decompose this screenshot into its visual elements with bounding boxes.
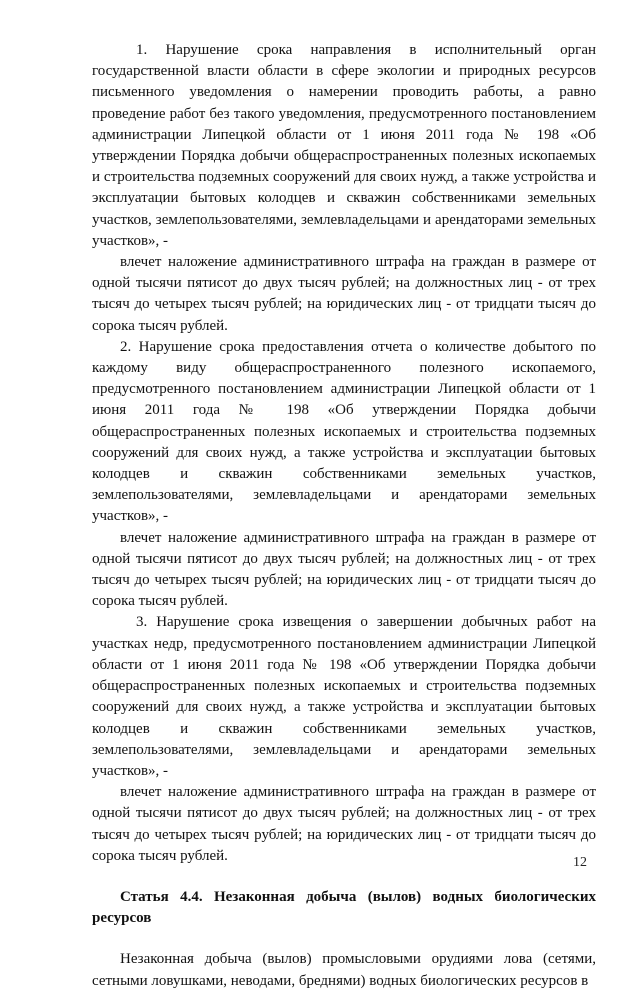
paragraph-item-2: 2. Нарушение срока предоставления отчета о количестве добытого по каждому виду общераспространенного полезного ископаемого, предусмотренного постановлением администрации Липецкой области от 1 июня 2011 года № 198 «Об утверждении Порядка добычи общераспространенных полезных ископаемых и строительства подземных сооружений для своих нужд, а также устройства и эксплуатации бытовых колодцев и скважин собственниками земельных участков, землепользователями, землевладельцами и арендаторами земельных участков», - — [92, 338, 596, 525]
page-number: 12 — [573, 855, 587, 870]
paragraph-item-1: 1. Нарушение срока направления в исполнительный орган государственной власти области в сфере экологии и природных ресурсов письменного уведомления о намерении проводить работы, а равно проведение работ без такого уведомления, предусмотренного постановлением администрации Липецкой области от 1 июня 2011 года № 198 «Об утверждении Порядка добычи общераспространенных полезных ископаемых и строительства подземных сооружений для своих нужд, а также устройства и эксплуатации бытовых колодцев и скважин собственниками земельных участков, землепользователями, землевладельцами и арендаторами земельных участков», - — [92, 42, 596, 249]
paragraph-item-3: 3. Нарушение срока извещения о завершении добычных работ на участках недр, предусмотренного постановлением администрации Липецкой области от 1 июня 2011 года № 198 «Об утверждении Порядка добычи общераспространенных полезных ископаемых и строительства подземных сооружений для своих нужд, а также устройства и эксплуатации бытовых колодцев и скважин собственниками земельных участков, землепользователями, землевладельцами и арендаторами земельных участков», - — [92, 614, 596, 779]
article-heading: Статья 4.4. Незаконная добыча (вылов) водных биологических ресурсов — [92, 888, 596, 927]
document-body — [92, 40, 596, 992]
paragraph-penalty-2: влечет наложение административного штрафа на граждан в размере от одной тысячи пятисот до двух тысяч рублей; на должностных лиц - от трех тысяч до четырех тысяч рублей; на юридических лиц - от тридцати тысяч до сорока тысяч рублей. — [92, 529, 596, 610]
paragraph-penalty-1: влечет наложение административного штрафа на граждан в размере от одной тысячи пятисот до двух тысяч рублей; на должностных лиц - от трех тысяч до четырех тысяч рублей; на юридических лиц - от тридцати тысяч до сорока тысяч рублей. — [92, 254, 596, 334]
paragraph-final: Незаконная добыча (вылов) промысловыми орудиями лова (сетями, сетными ловушками, неводами, бреднями) водных биологических ресурсов в — [92, 951, 596, 989]
paragraph-penalty-3: влечет наложение административного штрафа на граждан в размере от одной тысячи пятисот до двух тысяч рублей; на должностных лиц - от трех тысяч до четырех тысяч рублей; на юридических лиц - от тридцати тысяч до сорока тысяч рублей. — [92, 784, 596, 864]
